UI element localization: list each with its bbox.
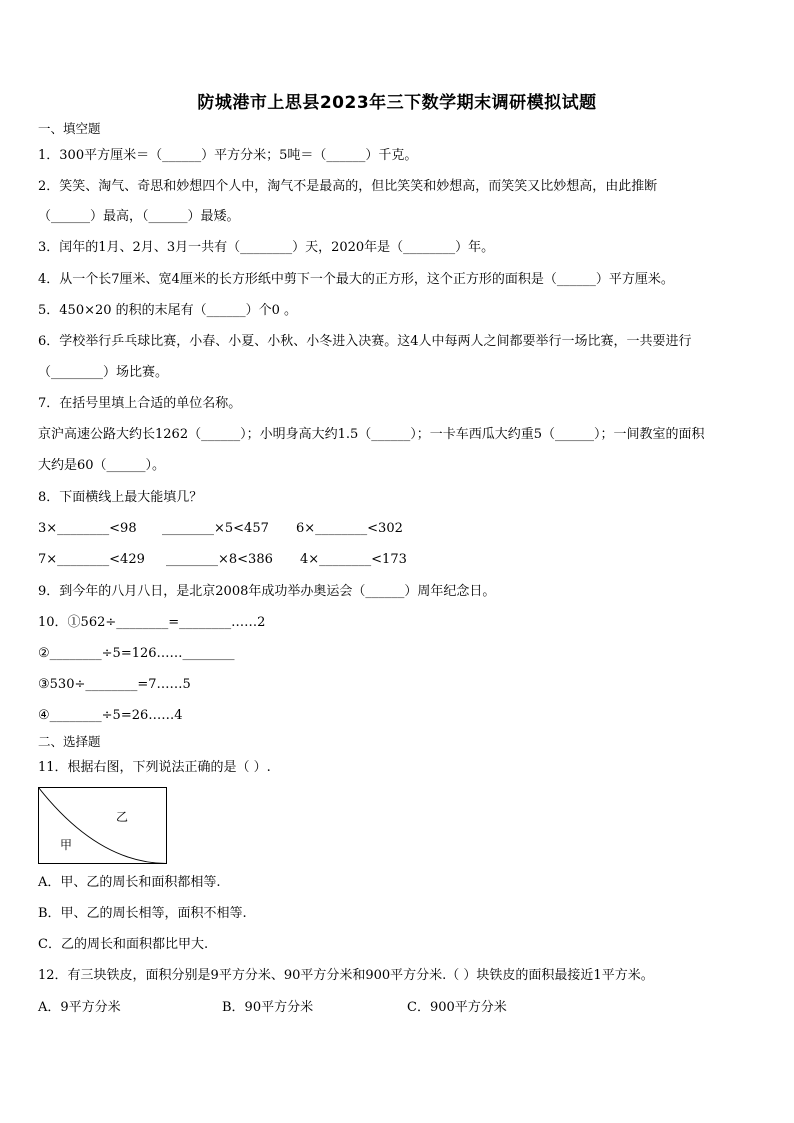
q8-item: ________×5<457 bbox=[162, 521, 269, 536]
page-title: 防城港市上思县2023年三下数学期末调研模拟试题 bbox=[197, 93, 597, 113]
question-6-line-2: （________）场比赛。 bbox=[38, 365, 169, 380]
question-2-line-1: 2．笑笑、淘气、奇思和妙想四个人中，淘气不是最高的，但比笑笑和妙想高，而笑笑又比妙想高，由此推断 bbox=[38, 179, 658, 194]
q8-item: 7×________<429 bbox=[38, 552, 145, 567]
section-heading-multiple-choice: 二、选择题 bbox=[38, 734, 101, 749]
figure-rectangle bbox=[39, 788, 167, 864]
q11-option-c: C．乙的周长和面积都比甲大. bbox=[38, 937, 209, 952]
rectangle-quarter-circle-figure bbox=[38, 787, 168, 865]
question-11: 11．根据右图，下列说法正确的是（ ）. bbox=[38, 760, 271, 775]
figure-label-jia: 甲 bbox=[60, 838, 73, 852]
question-4: 4．从一个长7厘米、宽4厘米的长方形纸中剪下一个最大的正方形，这个正方形的面积是（______）平方厘米。 bbox=[38, 272, 674, 287]
question-7-line-1: 京沪高速公路大约长1262（______）；小明身高大约1.5（______）；一卡车西瓜大约重5（______）；一间教室的面积 bbox=[38, 427, 705, 442]
q12-option-a: A．9平方分米 bbox=[38, 1000, 121, 1015]
q11-option-b: B．甲、乙的周长相等，面积不相等. bbox=[38, 906, 247, 921]
q8-item: 6×________<302 bbox=[296, 521, 403, 536]
question-2-line-2: （______）最高，（______）最矮。 bbox=[38, 209, 240, 224]
question-1: 1．300平方厘米＝（______）平方分米；5吨＝（______）千克。 bbox=[38, 148, 418, 163]
figure-curve bbox=[39, 788, 167, 864]
section-heading-fill-blank: 一、填空题 bbox=[38, 121, 101, 136]
question-6-line-1: 6．学校举行乒乓球比赛，小春、小夏、小秋、小冬进入决赛。这4人中每两人之间都要举行一场比赛，一共要进行 bbox=[38, 334, 692, 349]
q12-option-b: B．90平方分米 bbox=[222, 1000, 314, 1015]
question-3: 3．闰年的1月、2月、3月一共有（________）天，2020年是（________）年。 bbox=[38, 240, 495, 255]
figure-label-yi: 乙 bbox=[116, 810, 129, 824]
q12-option-c: C．900平方分米 bbox=[407, 1000, 507, 1015]
question-9: 9．到今年的八月八日，是北京2008年成功举办奥运会（______）周年纪念日。 bbox=[38, 584, 496, 599]
q8-item: 4×________<173 bbox=[300, 552, 407, 567]
question-10-part-3: ③530÷________=7……5 bbox=[38, 677, 191, 692]
question-7: 7．在括号里填上合适的单位名称。 bbox=[38, 396, 242, 411]
question-10-part-2: ②________÷5=126……________ bbox=[38, 646, 235, 661]
question-7-line-2: 大约是60（______）。 bbox=[38, 458, 166, 473]
question-12: 12．有三块铁皮，面积分别是9平方分米、90平方分米和900平方分米.（ ）块铁皮的面积最接近1平方米。 bbox=[38, 968, 654, 983]
q8-item: ________×8<386 bbox=[166, 552, 273, 567]
question-8: 8．下面横线上最大能填几？ bbox=[38, 490, 203, 505]
q8-item: 3×________<98 bbox=[38, 521, 137, 536]
question-10-part-4: ④________÷5=26……4 bbox=[38, 708, 183, 723]
question-5: 5．450×20 的积的末尾有（______）个0 。 bbox=[38, 303, 298, 318]
q11-option-a: A．甲、乙的周长和面积都相等. bbox=[38, 875, 221, 890]
question-10-part-1: 10．①562÷________=________……2 bbox=[38, 615, 266, 630]
